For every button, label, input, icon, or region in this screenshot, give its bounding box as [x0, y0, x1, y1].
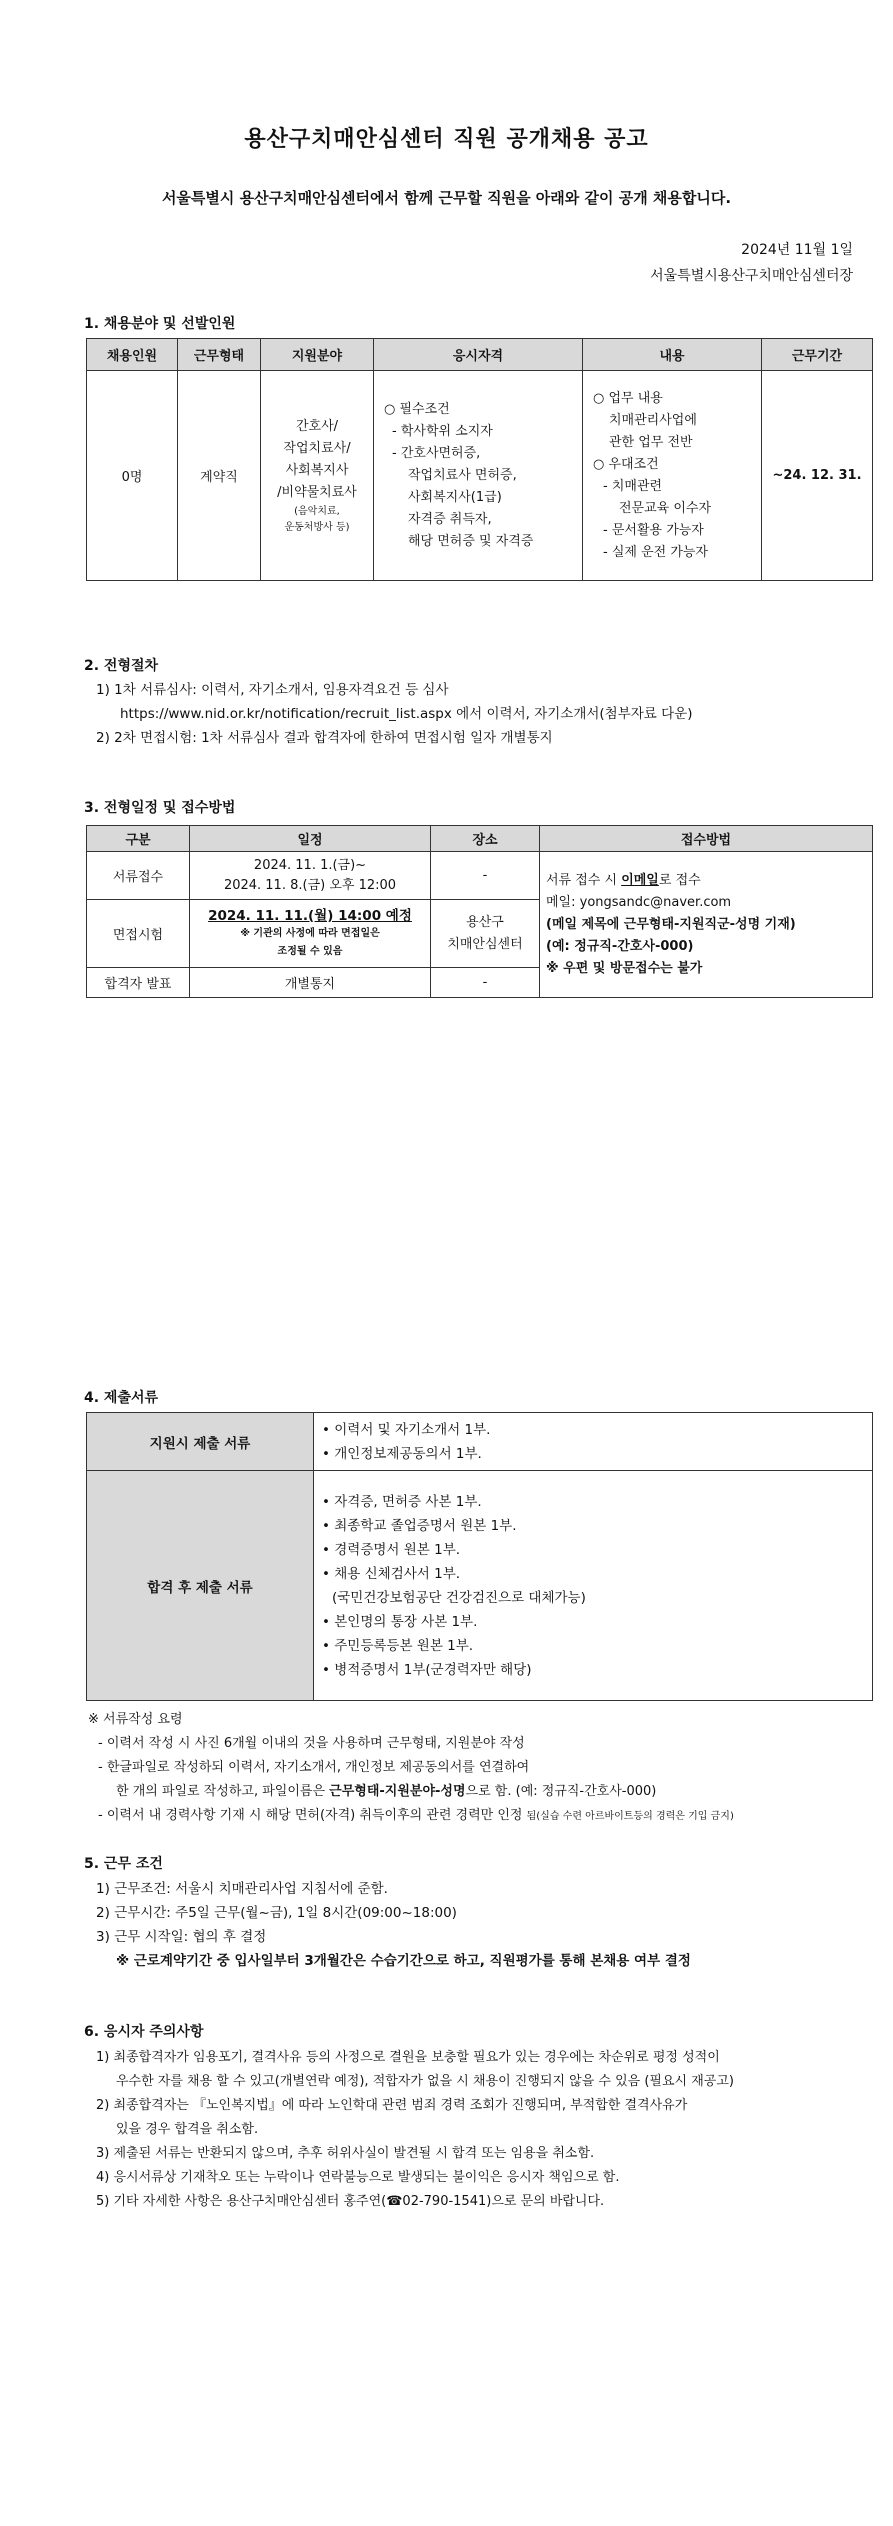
pass-docs-list	[314, 1471, 873, 1701]
notice-item: 5) 기타 자세한 사항은 용산구치매안심센터 홍주연(☎02-790-1541)으로 문의 바랍니다.	[96, 2194, 605, 2209]
cell-qualification	[374, 371, 583, 581]
method-example: (예: 정규직-간호사-000)	[546, 938, 694, 954]
schedule-table	[86, 825, 873, 998]
content-line: - 실제 운전 가능자	[603, 544, 708, 560]
header-method: 접수방법	[540, 826, 873, 852]
section-2-body	[96, 678, 693, 750]
probation-note: ※ 근로계약기간 중 입사일부터 3개월간은 수습기간으로 하고, 직원평가를 통해 본채용 여부 결정	[116, 1953, 691, 1969]
cell-period: ~24. 12. 31.	[762, 371, 873, 581]
condition-item: 2) 근무시간: 주5일 근무(월~금), 1일 8시간(09:00~18:00)	[96, 1905, 457, 1921]
method-warning: ※ 우편 및 방문접수는 불가	[546, 960, 703, 976]
condition-item: 1) 근무조건: 서울시 치매관리사업 지침서에 준함.	[96, 1881, 388, 1897]
issuer: 서울특별시용산구치매안심센터장	[650, 268, 853, 284]
header-type: 근무형태	[178, 339, 261, 371]
documents-table	[86, 1412, 873, 1701]
field-line: 간호사/	[295, 418, 339, 434]
guide-text: 한 개의 파일로 작성하고, 파일이름은	[116, 1784, 330, 1799]
header-category: 구분	[87, 826, 190, 852]
docs-date-end: 2024. 11. 8.(금) 오후 12:00	[223, 877, 397, 893]
notice-item: 2) 최종합격자는 『노인복지법』에 따라 노인학대 관련 범죄 경력 조회가 진행되며, 부적합한 결격사유가	[96, 2098, 688, 2113]
field-note: 운동처방사 등)	[284, 521, 350, 533]
header-field: 지원분야	[261, 339, 374, 371]
row-interview-label: 면접시험	[87, 900, 190, 968]
header-qualification: 응시자격	[374, 339, 583, 371]
field-line: 작업치료사/	[283, 440, 351, 456]
cell-count: 0명	[87, 371, 178, 581]
content-line: - 문서활용 가능자	[603, 522, 704, 538]
apply-docs-label: 지원시 제출 서류	[87, 1413, 314, 1471]
header-period: 근무기간	[762, 339, 873, 371]
pass-doc-item: • 본인명의 통장 사본 1부.	[322, 1610, 868, 1634]
docs-date-start: 2024. 11. 1.(금)~	[253, 857, 367, 873]
row-docs-label: 서류접수	[87, 852, 190, 900]
qual-line: 사회복지사(1급)	[408, 489, 502, 505]
pass-doc-item: • 채용 신체검사서 1부.	[322, 1562, 868, 1586]
field-line: 사회복지사	[285, 462, 349, 478]
interview-place-line: 용산구	[466, 914, 504, 930]
row-docs-date	[190, 852, 431, 900]
method-text: 로 접수	[658, 872, 701, 888]
guide-filename-rule: 근무형태-지원분야-성명	[329, 1784, 466, 1799]
row-interview-place	[431, 900, 540, 968]
field-line: /비약물치료사	[277, 484, 357, 500]
qual-line: - 간호사면허증,	[392, 445, 481, 461]
writing-guide-item	[88, 1780, 734, 1804]
interview-place-line: 치매안심센터	[447, 936, 523, 952]
method-email-emphasis: 이메일	[621, 872, 659, 888]
qual-line: 해당 면허증 및 자격증	[408, 533, 534, 549]
header-place: 장소	[431, 826, 540, 852]
content-line: 전문교육 이수자	[619, 500, 712, 516]
procedure-step-1: 1) 1차 서류심사: 이력서, 자기소개서, 임용자격요건 등 심사	[96, 682, 449, 698]
header-content: 내용	[583, 339, 762, 371]
notice-item: 3) 제출된 서류는 반환되지 않으며, 추후 허위사실이 발견될 시 합격 또는 임용을 취소함.	[96, 2146, 595, 2161]
apply-docs-list	[314, 1413, 873, 1471]
writing-guide-item	[88, 1804, 734, 1829]
section-2-heading: 2. 전형절차	[84, 658, 159, 674]
interview-note: ※ 기관의 사정에 따라 면접일은	[240, 927, 380, 939]
method-line-1	[546, 870, 868, 892]
field-note: (음악치료,	[294, 505, 340, 517]
guide-text: 으로 함. (예: 정규직-간호사-000)	[465, 1784, 657, 1799]
pass-doc-item: • 주민등록등본 원본 1부.	[322, 1634, 868, 1658]
section-6-heading: 6. 응시자 주의사항	[84, 2024, 204, 2040]
section-5-heading: 5. 근무 조건	[84, 1856, 163, 1872]
row-result-label: 합격자 발표	[87, 968, 190, 998]
procedure-step-2: 2) 2차 면접시험: 1차 서류심사 결과 합격자에 한하여 면접시험 일자 개별통지	[96, 730, 553, 746]
notice-item-cont: 있을 경우 합격을 취소함.	[116, 2122, 259, 2137]
content-line: - 치매관련	[603, 478, 663, 494]
content-line: ○ 업무 내용	[593, 390, 663, 406]
cell-method	[540, 852, 873, 998]
section-6-body	[96, 2046, 734, 2214]
guide-text: - 이력서 내 경력사항 기재 시 해당 면허(자격) 취득이후의 관련 경력만 인정	[98, 1808, 527, 1823]
interview-date: 2024. 11. 11.(월) 14:00 예정	[208, 907, 412, 924]
writing-guide-item: - 한글파일로 작성하되 이력서, 자기소개서, 개인정보 제공동의서를 연결하여	[98, 1760, 530, 1775]
section-1-heading: 1. 채용분야 및 선발인원	[84, 316, 236, 332]
pass-doc-item: • 최종학교 졸업증명서 원본 1부.	[322, 1514, 868, 1538]
cell-field	[261, 371, 374, 581]
cell-type: 계약직	[178, 371, 261, 581]
apply-doc-item: • 이력서 및 자기소개서 1부.	[322, 1418, 868, 1442]
header-schedule: 일정	[190, 826, 431, 852]
page-subtitle: 서울특별시 용산구치매안심센터에서 함께 근무할 직원을 아래와 같이 공개 채용합니다.	[161, 189, 732, 207]
content-line: 치매관리사업에	[609, 412, 697, 428]
issue-info	[650, 237, 853, 289]
section-3-heading: 3. 전형일정 및 접수방법	[84, 800, 236, 816]
notice-item-cont: 우수한 자를 채용 할 수 있고(개별연락 예정), 적합자가 없을 시 채용이 진행되지 않을 수 있음 (필요시 재공고)	[116, 2074, 734, 2089]
interview-note: 조정될 수 있음	[277, 945, 343, 957]
section-4-heading: 4. 제출서류	[84, 1390, 159, 1406]
method-text: 서류 접수 시	[546, 872, 622, 888]
writing-guide-item: - 이력서 작성 시 사진 6개월 이내의 것을 사용하며 근무형태, 지원분야 작성	[98, 1736, 525, 1751]
procedure-link: https://www.nid.or.kr/notification/recruit_list.aspx 에서 이력서, 자기소개서(첨부자료 다운)	[120, 706, 693, 722]
recruitment-table	[86, 338, 873, 581]
issue-date: 2024년 11월 1일	[741, 242, 853, 258]
qual-line: 자격증 취득자,	[408, 511, 492, 527]
row-result-place: -	[431, 968, 540, 998]
row-docs-place: -	[431, 852, 540, 900]
page-title: 용산구치매안심센터 직원 공개채용 공고	[244, 127, 649, 152]
apply-doc-item: • 개인정보제공동의서 1부.	[322, 1442, 868, 1466]
section-5-body	[96, 1877, 691, 1973]
qual-line: - 학사학위 소지자	[392, 423, 493, 439]
pass-doc-item: • 자격증, 면허증 사본 1부.	[322, 1490, 868, 1514]
pass-doc-item: • 병적증명서 1부(군경력자만 해당)	[322, 1658, 868, 1682]
pass-doc-subnote: (국민건강보험공단 건강검진으로 대체가능)	[332, 1589, 586, 1606]
writing-guide	[88, 1708, 734, 1829]
pass-doc-item: • 경력증명서 원본 1부.	[322, 1538, 868, 1562]
pass-docs-label: 합격 후 제출 서류	[87, 1471, 314, 1701]
content-line: 관한 업무 전반	[609, 434, 693, 450]
content-line: ○ 우대조건	[593, 456, 659, 472]
qual-line: 작업치료사 면허증,	[408, 467, 517, 483]
condition-item: 3) 근무 시작일: 협의 후 결정	[96, 1929, 267, 1945]
qual-line: ○ 필수조건	[384, 401, 450, 417]
writing-guide-heading: ※ 서류작성 요령	[88, 1712, 183, 1727]
cell-content	[583, 371, 762, 581]
guide-small-note: 됨(실습 수련 아르바이트등의 경력은 기입 금지)	[526, 1811, 734, 1822]
header-count: 채용인원	[87, 339, 178, 371]
notice-item: 1) 최종합격자가 임용포기, 결격사유 등의 사정으로 결원을 보충할 필요가 있는 경우에는 차순위로 평정 성적이	[96, 2050, 720, 2065]
notice-item: 4) 응시서류상 기재착오 또는 누락이나 연락불능으로 발생되는 불이익은 응시자 책임으로 함.	[96, 2170, 620, 2185]
row-result-date: 개별통지	[190, 968, 431, 998]
method-subject-rule: (메일 제목에 근무형태-지원직군-성명 기재)	[546, 916, 796, 932]
row-interview-date	[190, 900, 431, 968]
method-email: 메일: yongsandc@naver.com	[546, 894, 732, 910]
